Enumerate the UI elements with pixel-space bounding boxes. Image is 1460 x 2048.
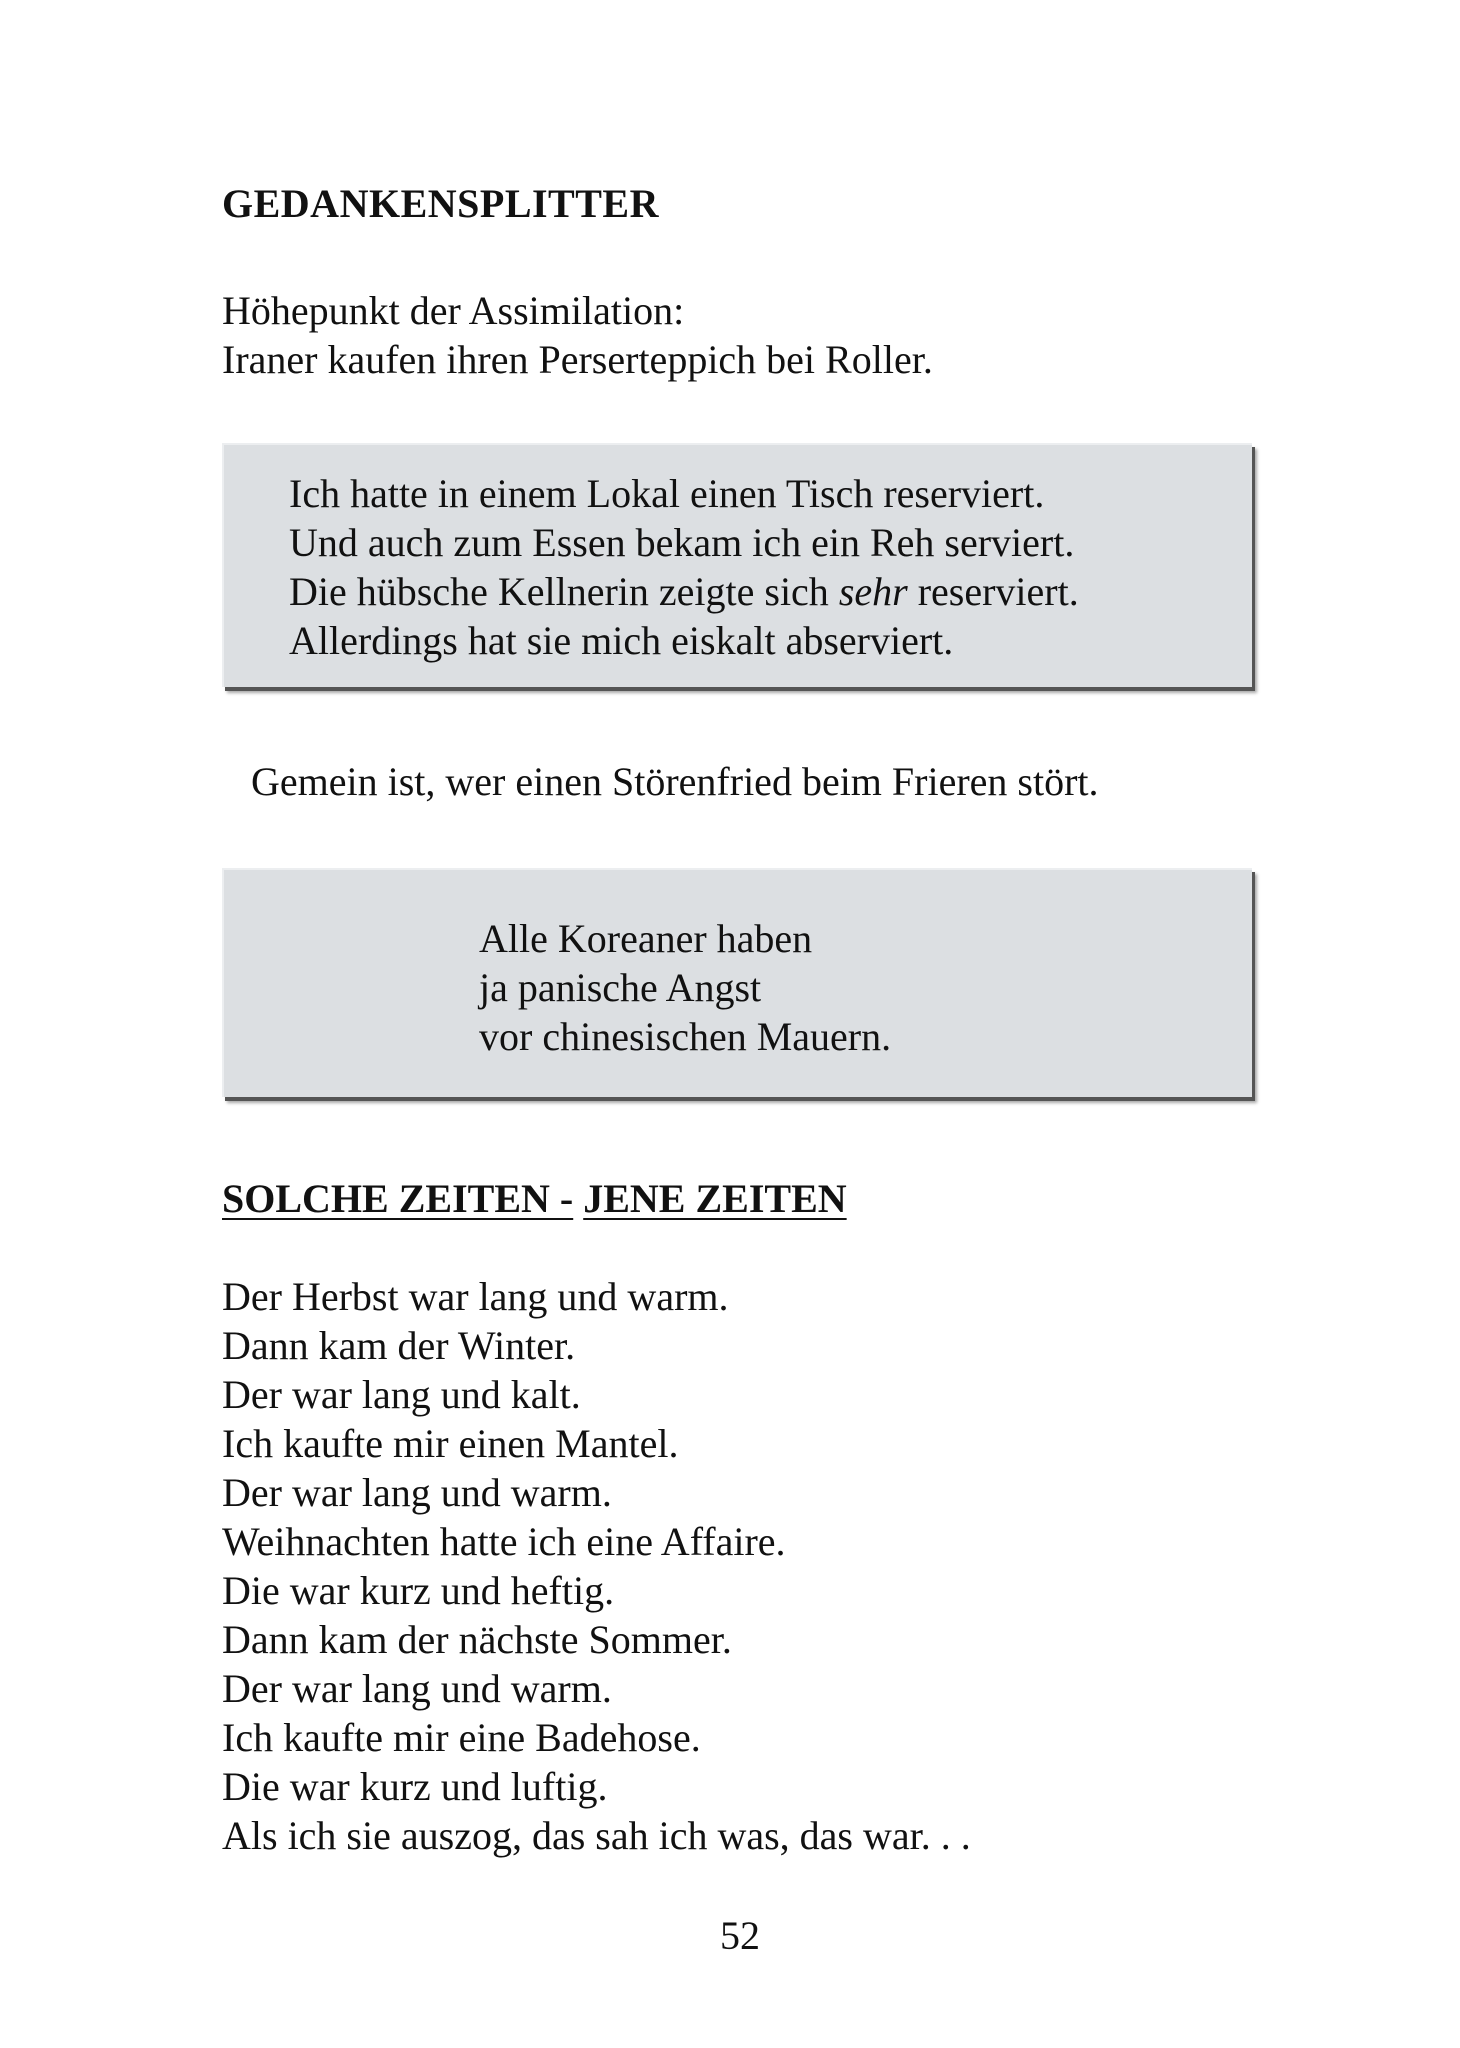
intro-aphorism xyxy=(222,286,933,384)
box-line: Allerdings hat sie mich eiskalt abserviert. xyxy=(289,618,954,663)
poem-line: Der war lang und warm. xyxy=(222,1470,612,1515)
poem-line: Dann kam der Winter. xyxy=(222,1323,576,1368)
quote-box-text xyxy=(289,469,1079,665)
poem-line: Die war kurz und luftig. xyxy=(222,1764,608,1809)
box-line-part: reserviert. xyxy=(907,569,1079,614)
box-line: ja panische Angst xyxy=(479,965,762,1010)
poem-line: Die war kurz und heftig. xyxy=(222,1568,615,1613)
intro-line: Höhepunkt der Assimilation: xyxy=(222,288,685,333)
intro-line: Iraner kaufen ihren Perserteppich bei Roller. xyxy=(222,337,933,382)
poem xyxy=(222,1272,971,1860)
quote-box-text xyxy=(479,914,891,1061)
box-line: Ich hatte in einem Lokal einen Tisch reserviert. xyxy=(289,471,1045,516)
box-line-emphasis: sehr xyxy=(838,569,908,614)
poem-line: Der war lang und warm. xyxy=(222,1666,612,1711)
box-line-part: Die hübsche Kellnerin zeigte sich xyxy=(289,569,839,614)
poem-line: Ich kaufte mir eine Badehose. xyxy=(222,1715,701,1760)
section-title-gedankensplitter: GEDANKENSPLITTER xyxy=(222,181,659,226)
quote-box-reserviert xyxy=(222,443,1252,687)
poem-line: Der Herbst war lang und warm. xyxy=(222,1274,729,1319)
title-part: JENE ZEITEN xyxy=(583,1176,847,1221)
saying-stoerenfried: Gemein ist, wer einen Störenfried beim Frieren stört. xyxy=(251,759,1099,804)
box-line: vor chinesischen Mauern. xyxy=(479,1014,892,1059)
box-line: Und auch zum Essen bekam ich ein Reh serviert. xyxy=(289,520,1075,565)
box-line: Alle Koreaner haben xyxy=(479,916,813,961)
section-title-solche-zeiten xyxy=(222,1175,847,1222)
poem-line: Dann kam der nächste Sommer. xyxy=(222,1617,732,1662)
poem-line: Als ich sie auszog, das sah ich was, das war. . . xyxy=(222,1813,971,1858)
title-part: SOLCHE ZEITEN - xyxy=(222,1176,574,1221)
box-line xyxy=(289,567,1079,616)
poem-line: Der war lang und kalt. xyxy=(222,1372,581,1417)
page-number: 52 xyxy=(720,1913,760,1958)
poem-line: Ich kaufte mir einen Mantel. xyxy=(222,1421,679,1466)
quote-box-koreaner xyxy=(222,868,1252,1097)
poem-line: Weihnachten hatte ich eine Affaire. xyxy=(222,1519,786,1564)
